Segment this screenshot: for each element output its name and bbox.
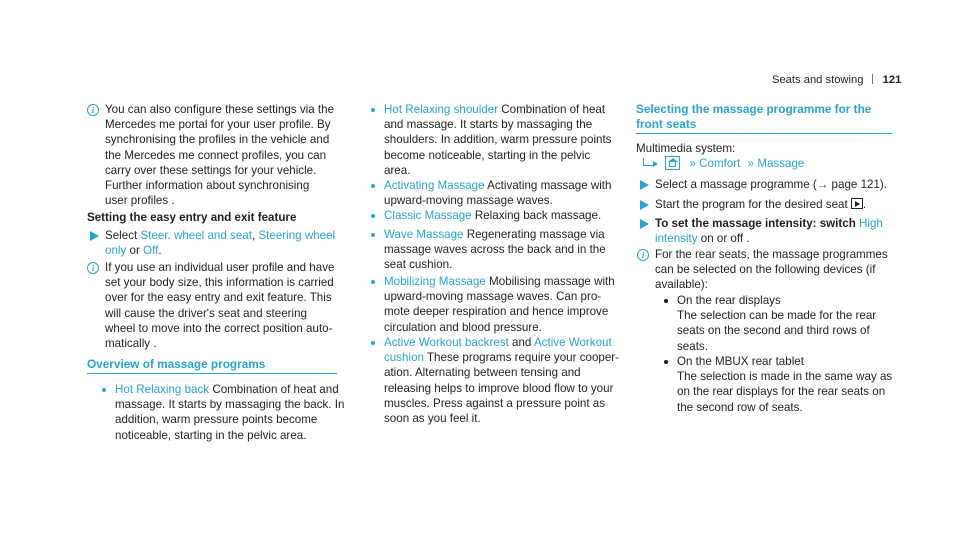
easy-entry-heading: Setting the easy entry and exit feature <box>87 211 297 224</box>
play-icon[interactable] <box>851 198 863 209</box>
menu-massage[interactable]: Massage <box>757 157 805 170</box>
list-item: Classic Massage Relaxing back massage. <box>384 209 602 222</box>
bullet-icon <box>371 214 375 218</box>
double-chevron-icon: » <box>689 157 696 170</box>
heading-rule <box>87 373 337 374</box>
option-off[interactable]: Off <box>143 244 159 258</box>
bullet-icon <box>102 388 106 392</box>
list-item: Hot Relaxing shoulder Combination of heat and massage. It starts by massaging the shoulders. In addition, warm pressure points become noticeable, starting in the pelvic area. <box>384 103 612 177</box>
program-hot-relaxing-shoulder[interactable]: Hot Relaxing shoulder <box>384 103 499 116</box>
step-intensity: To set the massage intensity: switch High intensity on or off . <box>655 217 883 246</box>
note-line: wheel to move into the correct position auto- <box>105 321 333 335</box>
program-active-workout-cushion[interactable]: Active Workout <box>533 336 612 349</box>
note-line: You can also configure these settings via the <box>105 103 335 116</box>
program-activating-massage[interactable]: Activating Massage <box>384 179 485 192</box>
list-item: Mobilizing Massage Mobilising massage with upward-moving massage waves. Can pro- mote deeper respiration and hence improve circulation and blood pressure. <box>384 275 615 334</box>
list-item: On the rear displays The selection can be made for the rear seats on the second and third rows of seats. <box>677 294 877 353</box>
program-mobilizing-massage[interactable]: Mobilizing Massage <box>384 275 486 288</box>
path-label: Multimedia system: <box>636 142 736 155</box>
bullet-icon <box>664 360 668 364</box>
note-line: the Mercedes me connect profiles, you can <box>105 148 327 162</box>
note-line: set your body size, this information is carried <box>105 276 334 290</box>
note-line: over for the easy entry and exit feature. This <box>105 291 332 305</box>
menu-comfort[interactable]: Comfort <box>699 157 741 170</box>
option-steering-wheel-only-cont[interactable]: only <box>105 244 127 258</box>
step-arrow-icon <box>640 219 649 229</box>
note-line: will cause the driver's seat and steering <box>105 306 307 320</box>
massage-selection-heading: Selecting the massage programme for the front seats <box>636 102 872 132</box>
list-item: Active Workout backrest and Active Workout cushion These programs require your cooper- ation. Alternating between tensing and releasing helps to improve blood flow to your muscles. Press against a pressure point as soon as you feel it. <box>384 336 620 426</box>
list-item: Wave Massage Regenerating massage via massage waves across the back and in the seat cushion. <box>384 228 606 272</box>
info-icon: i <box>87 262 99 274</box>
info-icon: i <box>637 249 649 261</box>
program-hot-relaxing-back[interactable]: Hot Relaxing back <box>115 383 210 396</box>
step-arrow-icon <box>90 231 99 241</box>
note-line: Further information about synchronising <box>105 179 310 193</box>
heading-rule <box>636 133 892 134</box>
running-header <box>772 73 901 88</box>
double-chevron-icon: » <box>747 157 755 170</box>
note-line: carry over these settings for your vehicle. <box>105 163 317 177</box>
option-high-intensity-cont[interactable]: intensity <box>655 232 698 246</box>
turn-arrow-icon <box>643 158 653 166</box>
note-sync <box>105 102 334 208</box>
list-item: Activating Massage Activating massage with upward-moving massage waves. <box>384 179 612 208</box>
option-steering-wheel-only[interactable]: Steering wheel <box>258 229 336 242</box>
step-arrow-icon <box>640 180 649 190</box>
easy-entry-step: Select Steer. wheel and seat, Steering wheel only or Off. <box>105 229 336 258</box>
step-arrow-icon <box>640 200 649 210</box>
program-classic-massage[interactable]: Classic Massage <box>384 209 472 222</box>
overview-heading: Overview of massage programs <box>87 357 266 371</box>
bullet-icon <box>371 341 375 345</box>
bullet-icon <box>371 184 375 188</box>
option-high-intensity[interactable]: High <box>859 217 883 230</box>
bullet-icon <box>371 233 375 237</box>
list-item: On the MBUX rear tablet The selection is made in the same way as on the rear displays for the rear seats on the second row of seats. <box>677 355 893 414</box>
option-steer-wheel-and-seat[interactable]: Steer. wheel and seat <box>140 229 252 242</box>
home-icon[interactable] <box>665 156 680 170</box>
note-line: synchronising the profiles in the vehicle and <box>105 133 330 147</box>
note-line: matically . <box>105 337 157 351</box>
step-select-programme: Select a massage programme (→ page 121). <box>655 178 887 191</box>
note-body-size <box>105 260 334 351</box>
list-item: Hot Relaxing back Combination of heat and massage. It starts by massaging the back. In addition, warm pressure points become noticeable, starting in the pelvic area. <box>115 383 345 442</box>
note-line: Mercedes me portal for your user profile. By <box>105 118 331 132</box>
bullet-icon <box>371 280 375 284</box>
note-line: user profiles . <box>105 194 175 208</box>
program-active-workout-backrest[interactable]: Active Workout backrest <box>384 336 509 349</box>
program-wave-massage[interactable]: Wave Massage <box>384 228 464 241</box>
info-icon: i <box>87 104 99 116</box>
page-number: 121 <box>882 74 902 86</box>
step-start-program: Start the program for the desired seat . <box>655 198 867 211</box>
note-rear-seats: For the rear seats, the massage programmes can be selected on the following devices (if available): <box>655 248 888 292</box>
section-title: Seats and stowing <box>772 74 864 86</box>
bullet-icon <box>371 108 375 112</box>
note-line: If you use an individual user profile and have <box>105 261 335 274</box>
menu-path <box>643 156 804 171</box>
program-active-workout-cushion-cont[interactable]: cushion <box>384 351 424 365</box>
bullet-icon <box>664 299 668 303</box>
